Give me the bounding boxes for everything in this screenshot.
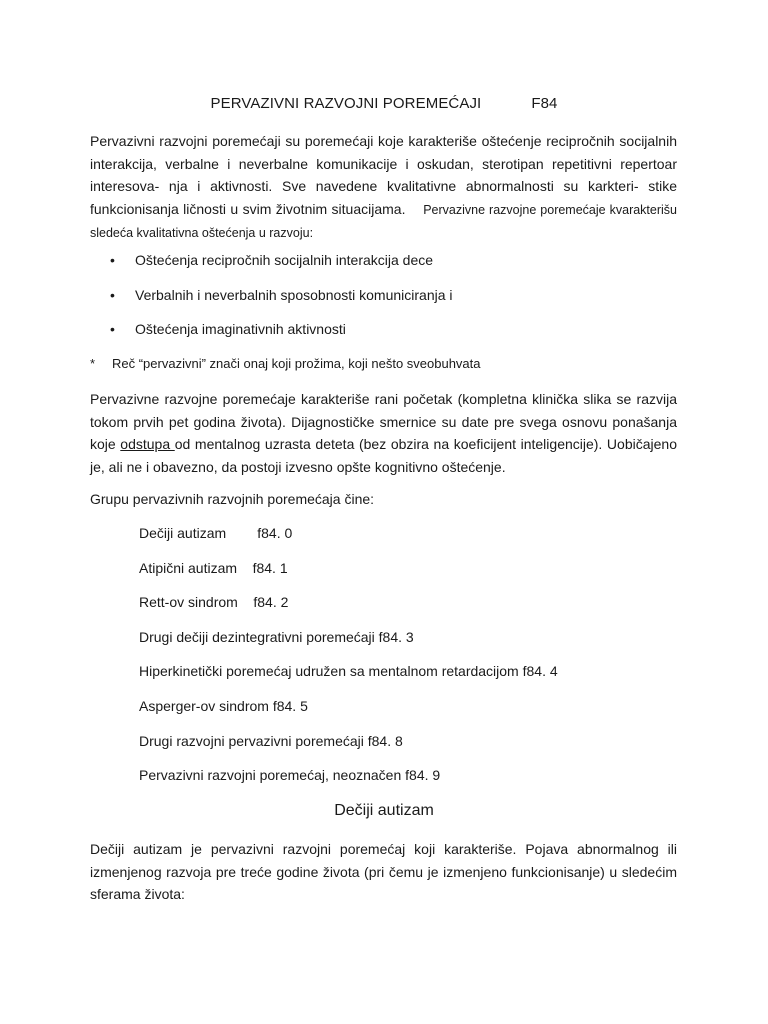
disorder-item: Drugi razvojni pervazivni poremećaji f84. 8	[139, 733, 403, 749]
bullet-item	[110, 252, 433, 268]
section-heading: Dečiji autizam	[334, 802, 434, 819]
bullet-marker: •	[110, 287, 115, 303]
intro-small-text: Pervazivne razvojne poremećaje kvarakterišu sledeća kvalitativna oštećenja u razvoju:	[90, 202, 677, 240]
intro-main-text: Pervazivni razvojni poremećaji su poremećaji koje karakteriše oštećenje recipročnih socijalnih interakcija, verbalne i neverbalne komunikacije i oskudan, sterotipan repetitivni repertoar interesova- nja i aktivnosti. Sve navedene kvalitativne abnormalnosti su karkteri- stike funkcionisanja ličnosti u svim životnim situacijama.	[90, 133, 677, 217]
title-code: F84	[531, 95, 558, 112]
footnote	[90, 356, 481, 371]
disorder-item: Drugi dečiji dezintegrativni poremećaji f84. 3	[139, 629, 414, 645]
disorder-item: Hiperkinetički poremećaj udružen sa mentalnom retardacijom f84. 4	[139, 663, 558, 679]
bullet-text: Verbalnih i neverbalnih sposobnosti komuniciranja i	[135, 287, 453, 303]
bullet-text: Oštećenja recipročnih socijalnih interakcija dece	[135, 252, 434, 268]
bullet-marker: •	[110, 252, 115, 268]
intro-paragraph	[90, 130, 677, 245]
onset-text-2: od mentalnog uzrasta deteta (bez obzira na koeficijent inteligencije). Uobičajeno je, ali ne i obavezno, da postoji izvesno opšte kognitivno oštećenje.	[90, 436, 677, 475]
group-heading: Grupu pervazivnih razvojnih poremećaja čine:	[90, 491, 375, 507]
bullet-item	[110, 321, 346, 337]
footnote-marker: *	[90, 356, 96, 371]
footnote-text: Reč “pervazivni” znači onaj koji prožima, koji nešto sveobuhvata	[112, 356, 481, 371]
bullet-marker: •	[110, 321, 115, 337]
disorder-item: Asperger-ov sindrom f84. 5	[139, 698, 308, 714]
bullet-item	[110, 287, 453, 303]
title-text: PERVAZIVNI RAZVOJNI POREMEĆAJI	[210, 95, 482, 112]
disorder-item: Atipični autizam f84. 1	[139, 560, 288, 576]
bullet-text: Oštećenja imaginativnih aktivnosti	[135, 321, 346, 337]
underlined-word: odstupa	[120, 436, 175, 452]
section-paragraph: Dečiji autizam je pervazivni razvojni poremećaj koji karakteriše. Pojava abnormalnog ili izmenjenog razvoja pre treće godine života (pri čemu je izmenjeno funkcionisanje) u sledećim sferama života:	[90, 841, 677, 902]
disorder-item: Rett-ov sindrom f84. 2	[139, 594, 289, 610]
disorder-item: Dečiji autizam f84. 0	[139, 525, 293, 541]
document-title	[0, 95, 768, 112]
onset-paragraph	[90, 388, 677, 478]
disorder-item: Pervazivni razvojni poremećaj, neoznačen f84. 9	[139, 767, 441, 783]
onset-text-1: Pervazivne razvojne poremećaje karakteriše rani početak (kompletna klinička slika se razvija tokom prvih pet godina života). Dijagnostičke smernice su date pre svega osnovu ponašanja koje	[90, 391, 677, 452]
